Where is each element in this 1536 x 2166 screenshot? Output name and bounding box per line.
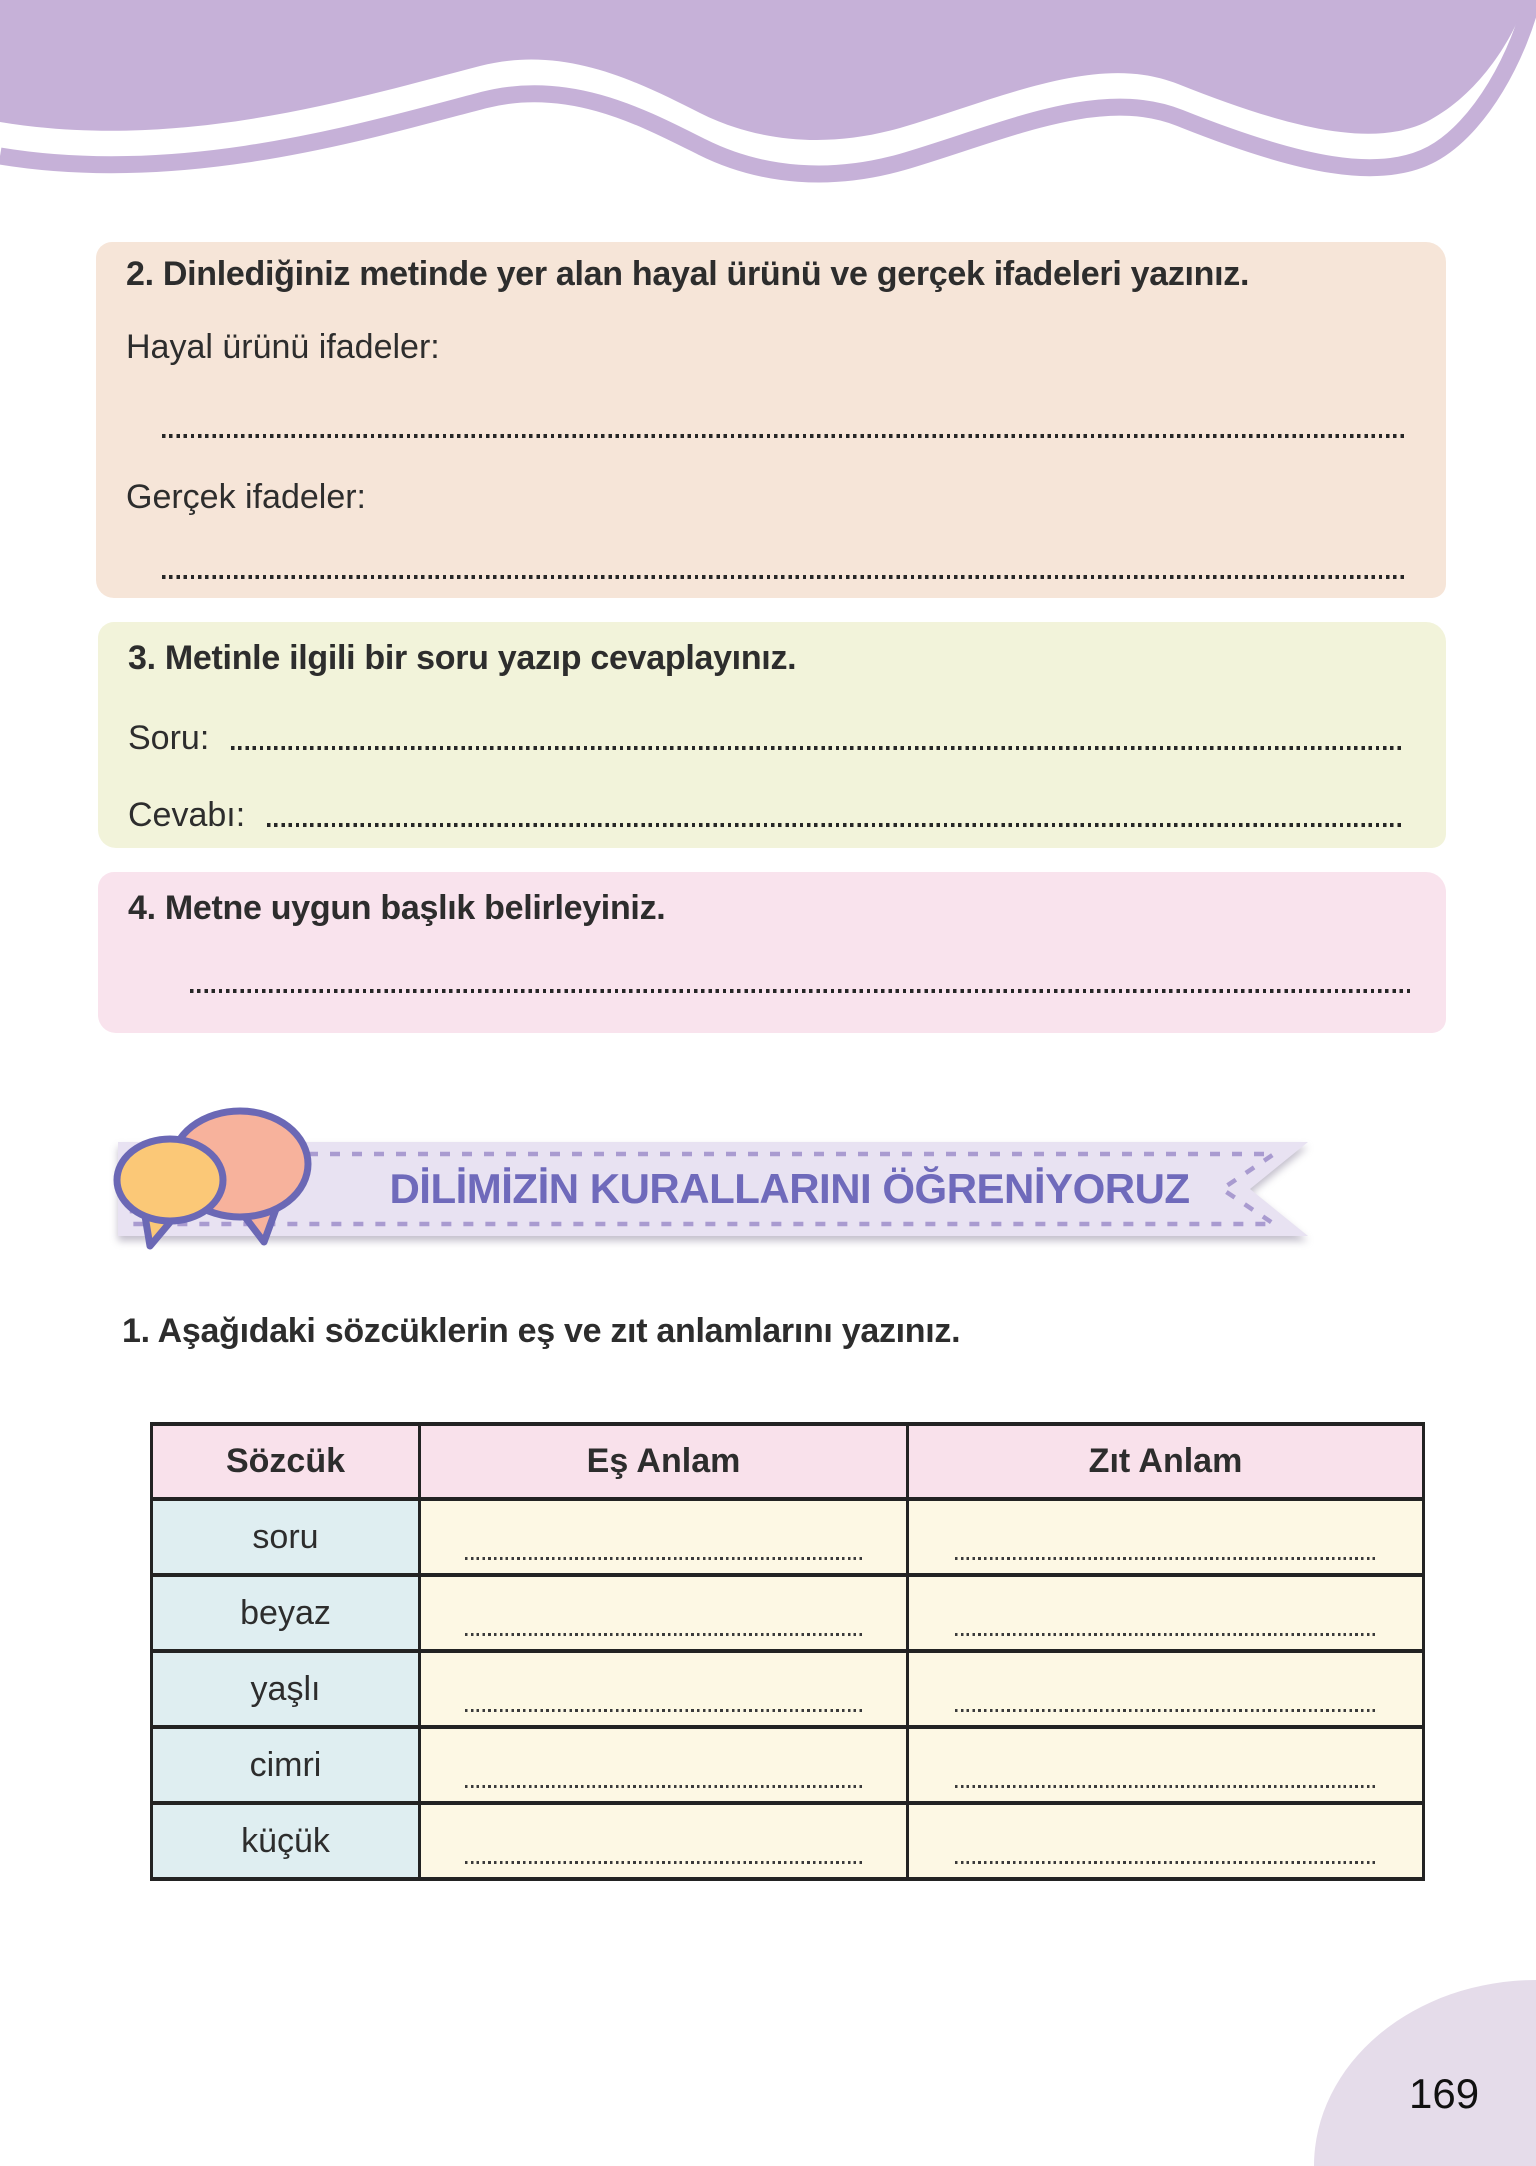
speech-bubbles-icon [112, 1098, 362, 1253]
question-4-block [98, 872, 1446, 1033]
table-row [152, 1727, 1424, 1803]
answer-line [955, 1633, 1376, 1636]
synonym-cell [420, 1803, 908, 1879]
antonym-cell [908, 1499, 1424, 1575]
answer-line [162, 575, 1406, 579]
question-3-title: 3. Metinle ilgili bir soru yazıp cevaplayınız. [128, 639, 797, 677]
synonym-cell [420, 1575, 908, 1651]
question-label: Soru: [128, 719, 210, 757]
table-row [152, 1575, 1424, 1651]
answer-line [465, 1785, 863, 1788]
word-cell: beyaz [152, 1575, 420, 1651]
table-row [152, 1651, 1424, 1727]
table-row [152, 1499, 1424, 1575]
answer-line [267, 823, 1404, 827]
synonym-cell [420, 1651, 908, 1727]
answer-line [955, 1709, 1376, 1712]
answer-line [162, 434, 1406, 438]
answer-line [190, 989, 1412, 993]
answer-line [231, 746, 1404, 750]
antonym-cell [908, 1803, 1424, 1879]
header-antonym: Zıt Anlam [908, 1424, 1424, 1499]
question-3-block [98, 622, 1446, 848]
answer-line [465, 1709, 863, 1712]
answer-line [955, 1557, 1376, 1560]
real-expressions-label: Gerçek ifadeler: [126, 478, 366, 516]
answer-line [465, 1861, 863, 1864]
question-2-block [96, 242, 1446, 598]
page-number: 169 [1409, 2070, 1480, 2117]
banner-title: DİLİMİZİN KURALLARINI ÖĞRENİYORUZ [389, 1165, 1190, 1212]
answer-label: Cevabı: [128, 796, 246, 834]
answer-line [955, 1861, 1376, 1864]
page-number-blob [1314, 1980, 1536, 2166]
word-cell: cimri [152, 1727, 420, 1803]
antonym-cell [908, 1651, 1424, 1727]
imaginary-expressions-label: Hayal ürünü ifadeler: [126, 328, 440, 366]
word-cell: küçük [152, 1803, 420, 1879]
table-body [152, 1499, 1424, 1879]
antonym-cell [908, 1727, 1424, 1803]
section-banner [112, 1098, 1352, 1258]
synonym-cell [420, 1727, 908, 1803]
header-synonym: Eş Anlam [420, 1424, 908, 1499]
answer-line [465, 1557, 863, 1560]
table-row [152, 1803, 1424, 1879]
word-cell: soru [152, 1499, 420, 1575]
synonym-antonym-table [150, 1422, 1425, 1881]
exercise-1-title: 1. Aşağıdaki sözcüklerin eş ve zıt anlamlarını yazınız. [122, 1312, 961, 1350]
answer-line [955, 1785, 1376, 1788]
word-cell: yaşlı [152, 1651, 420, 1727]
answer-row [128, 798, 1404, 832]
question-2-title: 2. Dinlediğiniz metinde yer alan hayal ürünü ve gerçek ifadeleri yazınız. [126, 255, 1250, 293]
antonym-cell [908, 1575, 1424, 1651]
question-row [128, 721, 1404, 755]
synonym-cell [420, 1499, 908, 1575]
question-4-title: 4. Metne uygun başlık belirleyiniz. [128, 889, 666, 927]
header-word: Sözcük [152, 1424, 420, 1499]
answer-line [465, 1633, 863, 1636]
top-wave-decoration [0, 0, 1536, 185]
question-2-background [96, 242, 1446, 598]
table-header-row [152, 1424, 1424, 1499]
